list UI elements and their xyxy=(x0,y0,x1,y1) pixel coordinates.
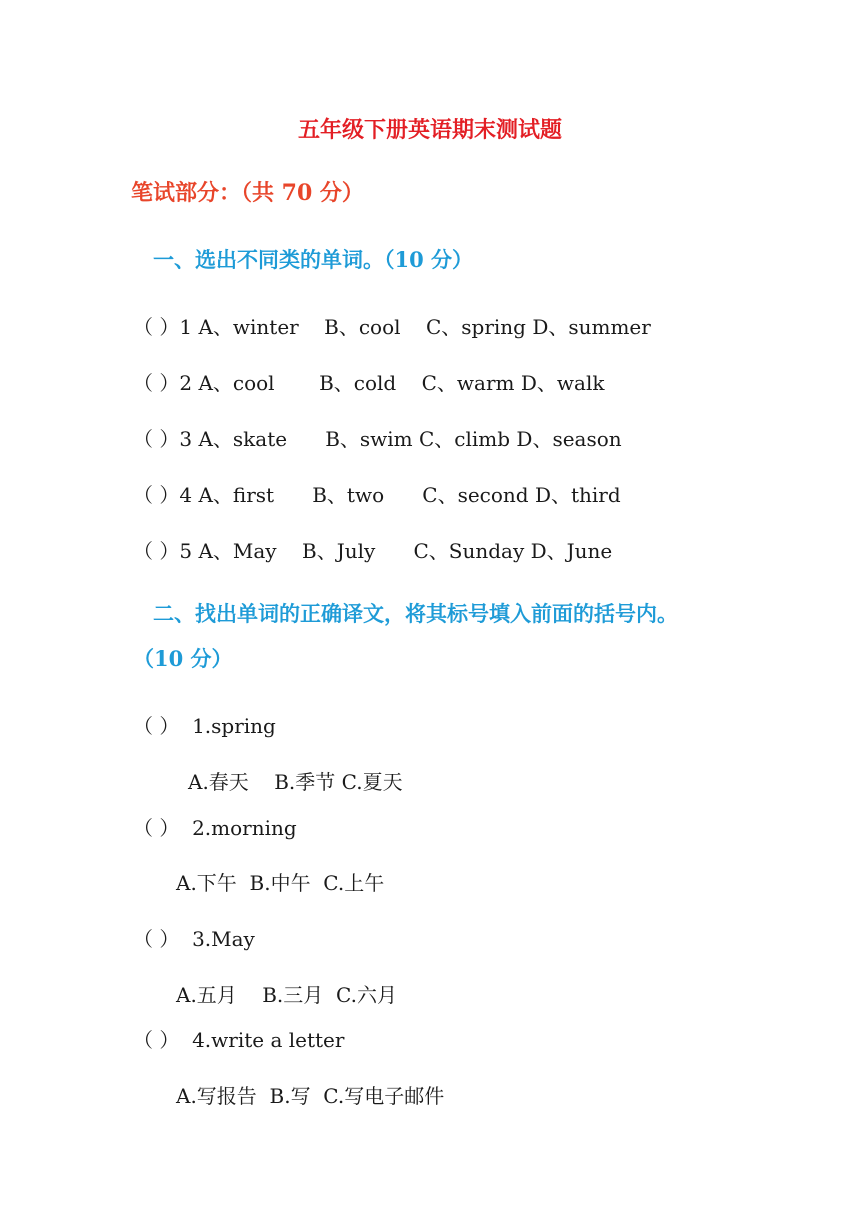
question-2: （ ）2 A、cool B、cold C、warm D、walk xyxy=(133,371,605,395)
section-2-heading: 二、找出单词的正确译文，将其标号填入前面的括号内。 xyxy=(153,601,678,626)
translation-question-2: （ ） 2.morning xyxy=(133,816,297,840)
section-1-heading: 一、选出不同类的单词。（10 分） xyxy=(153,247,474,272)
translation-question-1: （ ） 1.spring xyxy=(133,714,276,738)
question-5: （ ）5 A、May B、July C、Sunday D、June xyxy=(133,539,613,563)
translation-options-2: A.下午 B.中午 C.上午 xyxy=(176,871,385,895)
question-1: （ ）1 A、winter B、cool C、spring D、summer xyxy=(133,315,651,339)
translation-options-4: A.写报告 B.写 C.写电子邮件 xyxy=(176,1084,445,1108)
translation-question-4: （ ） 4.write a letter xyxy=(133,1028,345,1052)
translation-options-1: A.春天 B.季节 C.夏天 xyxy=(188,770,403,794)
page-title: 五年级下册英语期末测试题 xyxy=(297,117,562,143)
written-part-heading: 笔试部分：（共 70 分） xyxy=(131,180,364,206)
question-4: （ ）4 A、first B、two C、second D、third xyxy=(133,483,621,507)
question-3: （ ）3 A、skate B、swim C、climb D、season xyxy=(133,427,622,451)
translation-question-3: （ ） 3.May xyxy=(133,927,255,951)
translation-options-3: A.五月 B.三月 C.六月 xyxy=(176,983,397,1007)
section-2-heading-score: （10 分） xyxy=(133,646,233,671)
